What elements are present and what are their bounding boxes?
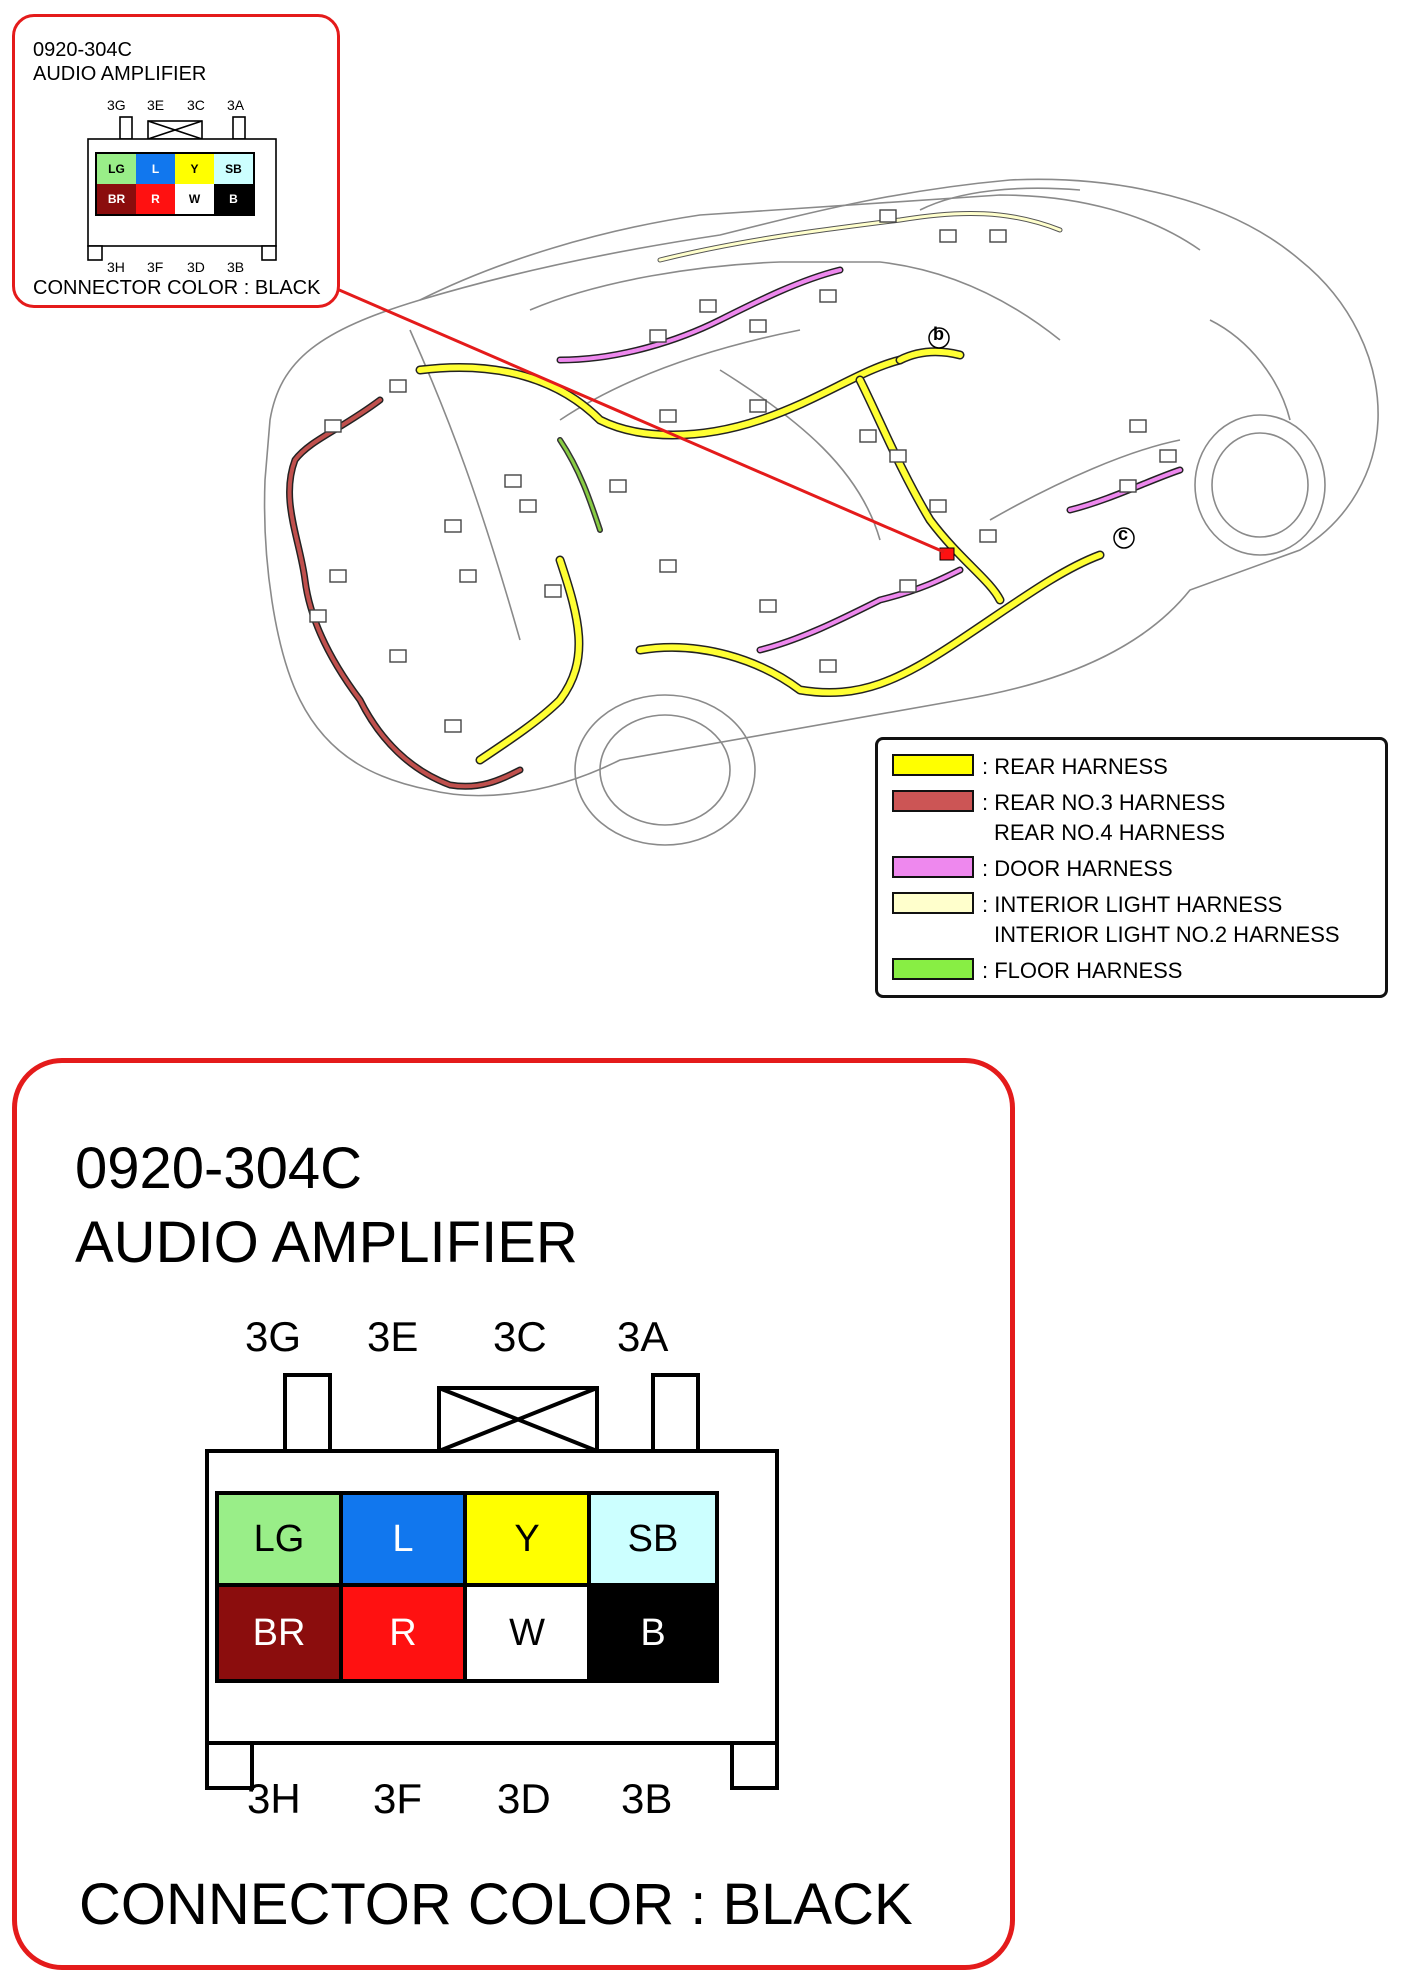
large-connector-color: CONNECTOR COLOR : BLACK xyxy=(79,1872,913,1937)
large-top-pin-1: 3G xyxy=(245,1313,302,1360)
large-terminal-sb: SB xyxy=(591,1495,715,1587)
small-bottom-pin-4: 3B xyxy=(227,259,245,275)
pointer-line xyxy=(330,286,944,552)
large-top-pin-4: 3A xyxy=(617,1313,669,1360)
legend-item-rear-no3-no4: : REAR NO.3 HARNESS REAR NO.4 HARNESS xyxy=(892,788,1225,848)
small-connector-color: CONNECTOR COLOR : BLACK xyxy=(33,277,321,299)
large-terminal-b: B xyxy=(591,1587,715,1679)
connector-callout-large xyxy=(12,1058,1015,1970)
large-top-pin-2: 3E xyxy=(367,1313,419,1360)
small-connector-id: 0920-304C xyxy=(33,39,132,61)
legend-item-door: : DOOR HARNESS xyxy=(892,854,1173,884)
small-terminal-sb: SB xyxy=(214,154,253,184)
legend-swatch-door xyxy=(892,856,974,878)
marker-b-label: b xyxy=(933,324,944,344)
large-terminal-br: BR xyxy=(219,1587,343,1679)
small-bottom-pin-3: 3D xyxy=(187,259,205,275)
small-top-pin-2: 3E xyxy=(147,97,165,113)
large-top-pin-3: 3C xyxy=(493,1313,547,1360)
legend-swatch-floor xyxy=(892,958,974,980)
small-terminal-w: W xyxy=(175,184,214,214)
legend-swatch-interior-light xyxy=(892,892,974,914)
large-connector-id: 0920-304C xyxy=(75,1136,362,1201)
harness-legend xyxy=(875,737,1388,998)
small-bottom-pin-1: 3H xyxy=(107,259,125,275)
small-terminal-r: R xyxy=(136,184,175,214)
large-terminal-r: R xyxy=(343,1587,467,1679)
connector-callout-small xyxy=(12,14,340,308)
small-top-pin-1: 3G xyxy=(107,97,126,113)
legend-swatch-rear xyxy=(892,754,974,776)
legend-swatch-rear-no3-no4 xyxy=(892,790,974,812)
large-bottom-pin-2: 3F xyxy=(373,1775,423,1822)
small-connector-name: AUDIO AMPLIFIER xyxy=(33,63,207,85)
connector-blocks xyxy=(310,210,1176,732)
large-connector-name: AUDIO AMPLIFIER xyxy=(75,1210,578,1275)
legend-item-rear: : REAR HARNESS xyxy=(892,752,1168,782)
small-terminal-br: BR xyxy=(97,184,136,214)
small-top-pin-4: 3A xyxy=(227,97,245,113)
legend-item-floor: : FLOOR HARNESS xyxy=(892,956,1182,986)
small-top-pin-3: 3C xyxy=(187,97,205,113)
small-terminal-lg: LG xyxy=(97,154,136,184)
marker-c-label: c xyxy=(1118,524,1129,544)
large-bottom-pin-1: 3H xyxy=(247,1775,301,1822)
small-terminal-grid xyxy=(95,152,255,216)
small-terminal-l: L xyxy=(136,154,175,184)
legend-item-interior-light: : INTERIOR LIGHT HARNESS INTERIOR LIGHT NO.2 HARNESS xyxy=(892,890,1340,950)
small-terminal-b: B xyxy=(214,184,253,214)
small-bottom-pin-2: 3F xyxy=(147,259,164,275)
large-bottom-pin-4: 3B xyxy=(621,1775,673,1822)
large-terminal-w: W xyxy=(467,1587,591,1679)
large-terminal-l: L xyxy=(343,1495,467,1587)
large-terminal-y: Y xyxy=(467,1495,591,1587)
small-terminal-y: Y xyxy=(175,154,214,184)
large-bottom-pin-3: 3D xyxy=(497,1775,551,1822)
large-terminal-grid xyxy=(215,1491,719,1683)
large-terminal-lg: LG xyxy=(219,1495,343,1587)
